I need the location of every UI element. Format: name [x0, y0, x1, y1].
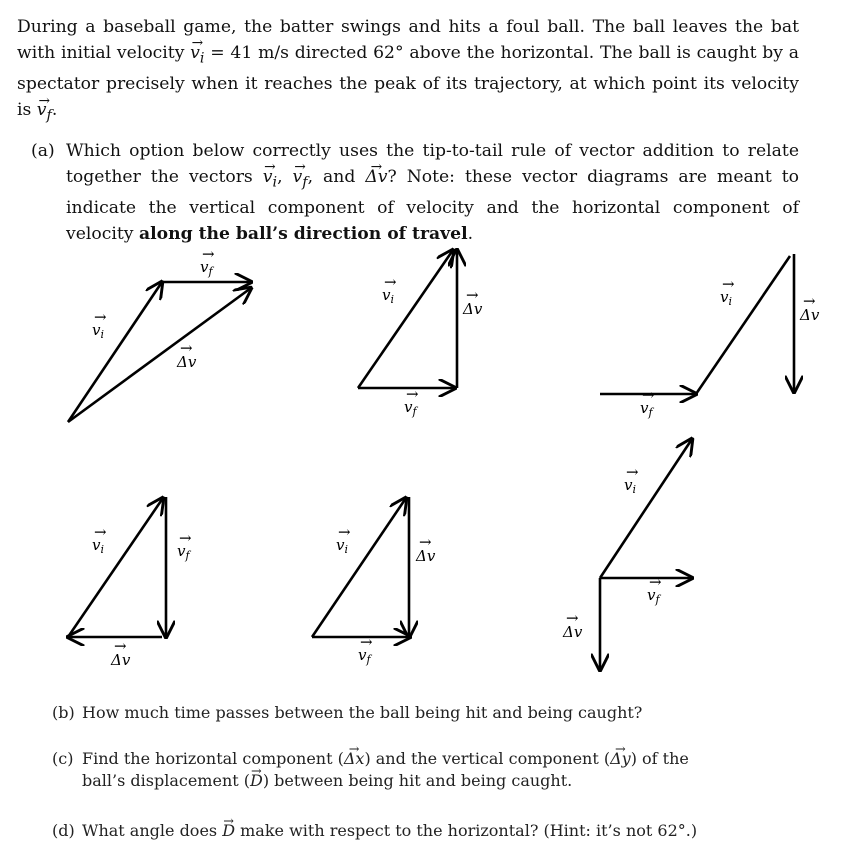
vector-D: → D — [250, 770, 263, 792]
svg-text:→: → — [419, 533, 432, 551]
svg-text:vi: $v_i$ — [624, 476, 637, 496]
label-vi-option-3 — [720, 275, 735, 308]
svg-text:vi: $v_i$ — [92, 321, 105, 341]
label-vf-option-6 — [647, 573, 662, 606]
svg-text:vi: $v_i$ — [336, 536, 349, 556]
vector-dy: → Δy — [610, 748, 631, 770]
svg-text:→: → — [566, 609, 579, 627]
label-vf-option-2 — [404, 385, 419, 418]
problem-intro: During a baseball game, the batter swings and hits a foul ball. The ball leaves the bat with initial velocity → $v_i = 41$ m/s directed 62° above the horizontal. The ball is caught by a spectator precisely when it reaches the peak of its trajectory, at which point its velocity is → $v_f$. — [17, 14, 799, 129]
label-vf-option-1 — [200, 245, 215, 278]
svg-text:vi: $v_i$ — [92, 536, 105, 556]
vector-vf: → $v_f$ — [293, 164, 308, 195]
emphasis-text: along the ball’s direction of travel — [138, 224, 468, 245]
label-dv-option-3 — [799, 292, 820, 324]
label-vi-option-4 — [92, 523, 107, 556]
label-vf-option-4 — [177, 529, 192, 562]
label-dv-option-5 — [415, 533, 436, 565]
svg-text:→: → — [626, 463, 639, 481]
label-vf-option-5 — [358, 633, 373, 666]
svg-text:→: → — [384, 273, 397, 291]
part-a-question: (a) Which option below correctly uses the tip-to-tail rule of vector addition to relate together the vectors → $v_i$, → $v_f$, and → Δv? Note: these vector diagrams are meant to indicate the vertical component of velocity and the horizontal component of velocity along the ball’s direction of travel. — [31, 138, 799, 247]
svg-text:→: → — [642, 386, 655, 404]
svg-text:→: → — [114, 637, 127, 655]
option-5[interactable] — [312, 497, 410, 637]
svg-text:Δv: Δv — [416, 547, 436, 565]
part-b-question: (b) How much time passes between the ball being hit and being caught? — [52, 703, 643, 722]
option-6[interactable] — [600, 439, 692, 670]
label-vi-option-6 — [624, 463, 639, 496]
part-a-label: (a) — [31, 141, 55, 161]
svg-text:→: → — [94, 523, 107, 541]
label-vi-option-5 — [336, 523, 351, 556]
svg-text:→: → — [338, 523, 351, 541]
svg-text:Δv: Δv — [563, 623, 583, 641]
svg-text:Δv: Δv — [800, 306, 820, 324]
vector-vi: → $v_i$ — [190, 40, 204, 71]
part-b-label: (b) — [52, 703, 75, 722]
svg-text:→: → — [360, 633, 373, 651]
label-dv-option-6 — [562, 609, 583, 641]
svg-text:vf: $v_f$ — [200, 258, 213, 278]
svg-text:Δv: Δv — [463, 300, 483, 318]
label-dv-option-1 — [176, 339, 197, 371]
vector-vf: → $v_f$ — [37, 97, 52, 128]
svg-text:vf: $v_f$ — [177, 542, 190, 562]
label-dv-option-2 — [462, 286, 483, 318]
svg-text:→: → — [179, 529, 192, 547]
part-c-question: (c) Find the horizontal component (→ Δx) and the vertical component (→ Δy) of the ball’s displacement (→ D) between being hit and being caught. — [52, 748, 82, 770]
option-1[interactable] — [68, 282, 251, 422]
vector-D: → D — [222, 820, 235, 842]
part-d-question: (d) What angle does → D make with respect to the horizontal? (Hint: it’s not 62°.) — [52, 820, 82, 842]
svg-text:Δv: Δv — [177, 353, 197, 371]
svg-text:vf: $v_f$ — [647, 586, 660, 606]
svg-text:→: → — [202, 245, 215, 263]
part-d-label: (d) — [52, 821, 75, 840]
svg-text:→: → — [649, 573, 662, 591]
svg-text:vf: $v_f$ — [404, 398, 417, 418]
option-3[interactable] — [600, 254, 794, 394]
vector-dx: → Δx — [344, 748, 365, 770]
svg-text:→: → — [466, 286, 479, 304]
svg-text:→: → — [180, 339, 193, 357]
label-vi-option-1 — [92, 308, 107, 341]
label-dv-option-4 — [110, 637, 131, 669]
svg-text:Δv: Δv — [111, 651, 131, 669]
label-vf-option-3 — [640, 386, 655, 419]
option-2[interactable] — [358, 250, 457, 388]
svg-text:→: → — [803, 292, 816, 310]
vector-vi: → $v_i$ — [263, 164, 277, 195]
svg-text:vf: $v_f$ — [358, 646, 371, 666]
vector-dv: → Δv — [365, 164, 387, 190]
option-4[interactable] — [68, 497, 166, 637]
part-c-label: (c) — [52, 749, 74, 768]
svg-text:→: → — [94, 308, 107, 326]
svg-text:→: → — [722, 275, 735, 293]
label-vi-option-2 — [382, 273, 397, 306]
svg-text:vi: $v_i$ — [382, 286, 395, 306]
svg-text:vf: $v_f$ — [640, 399, 653, 419]
svg-text:→: → — [406, 385, 419, 403]
svg-text:vi: $v_i$ — [720, 288, 733, 308]
